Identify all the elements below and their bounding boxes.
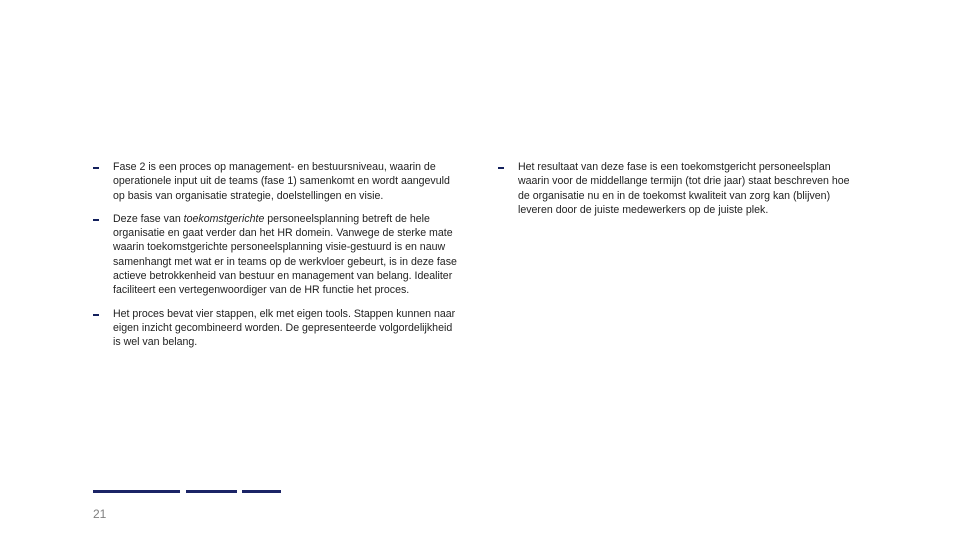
footer-bar	[93, 490, 180, 493]
bullet-dash-icon	[498, 167, 504, 169]
bullet-text-start: Deze fase van	[113, 212, 184, 225]
right-column	[498, 160, 860, 226]
emphasized-term: toekomstgerichte	[183, 212, 265, 225]
bullet-text: Het proces bevat vier stappen, elk met eigen tools. Stappen kunnen naar eigen inzicht gecombineerd worden. De gepresenteerde volgordelijkheid is wel van belang.	[113, 307, 456, 349]
bullet-dash-icon	[93, 167, 99, 169]
bullet-item	[93, 212, 458, 298]
bullet-text: Het resultaat van deze fase is een toekomstgericht personeelsplan waarin voor de middellange termijn (tot drie jaar) staat beschreven hoe de organisatie nu en in de toekomst kwaliteit van zorg kan (blijven) leveren door de juiste medewerkers op de juiste plek.	[518, 161, 850, 216]
page-number: 21	[93, 507, 107, 521]
bullet-dash-icon	[93, 219, 99, 221]
bullet-text	[113, 213, 457, 296]
bullet-item	[93, 160, 458, 203]
footer-bar	[242, 490, 281, 493]
bullet-item	[93, 307, 458, 350]
bullet-text: Fase 2 is een proces op management- en bestuursniveau, waarin de operationele input uit de teams (fase 1) samenkomt en wordt aangevuld op basis van organisatie strategie, doelstellingen en visie.	[113, 161, 450, 202]
bullet-dash-icon	[93, 314, 99, 316]
bullet-text-end: personeelsplanning betreft de hele organisatie en gaat verder dan het HR domein. Vanwege de sterke mate waarin toekomstgerichte personeelsplanning visie-gestuurd is en nauw samenhangt met wat er in teams op de werkvloer gebeurt, is in deze fase actieve betrokkenheid van bestuur en management van belang. Idealiter faciliteert een vertegenwoordiger van de HR functie het proces.	[113, 212, 457, 297]
footer-bar	[186, 490, 237, 493]
left-column	[93, 160, 458, 359]
bullet-item	[498, 160, 860, 217]
